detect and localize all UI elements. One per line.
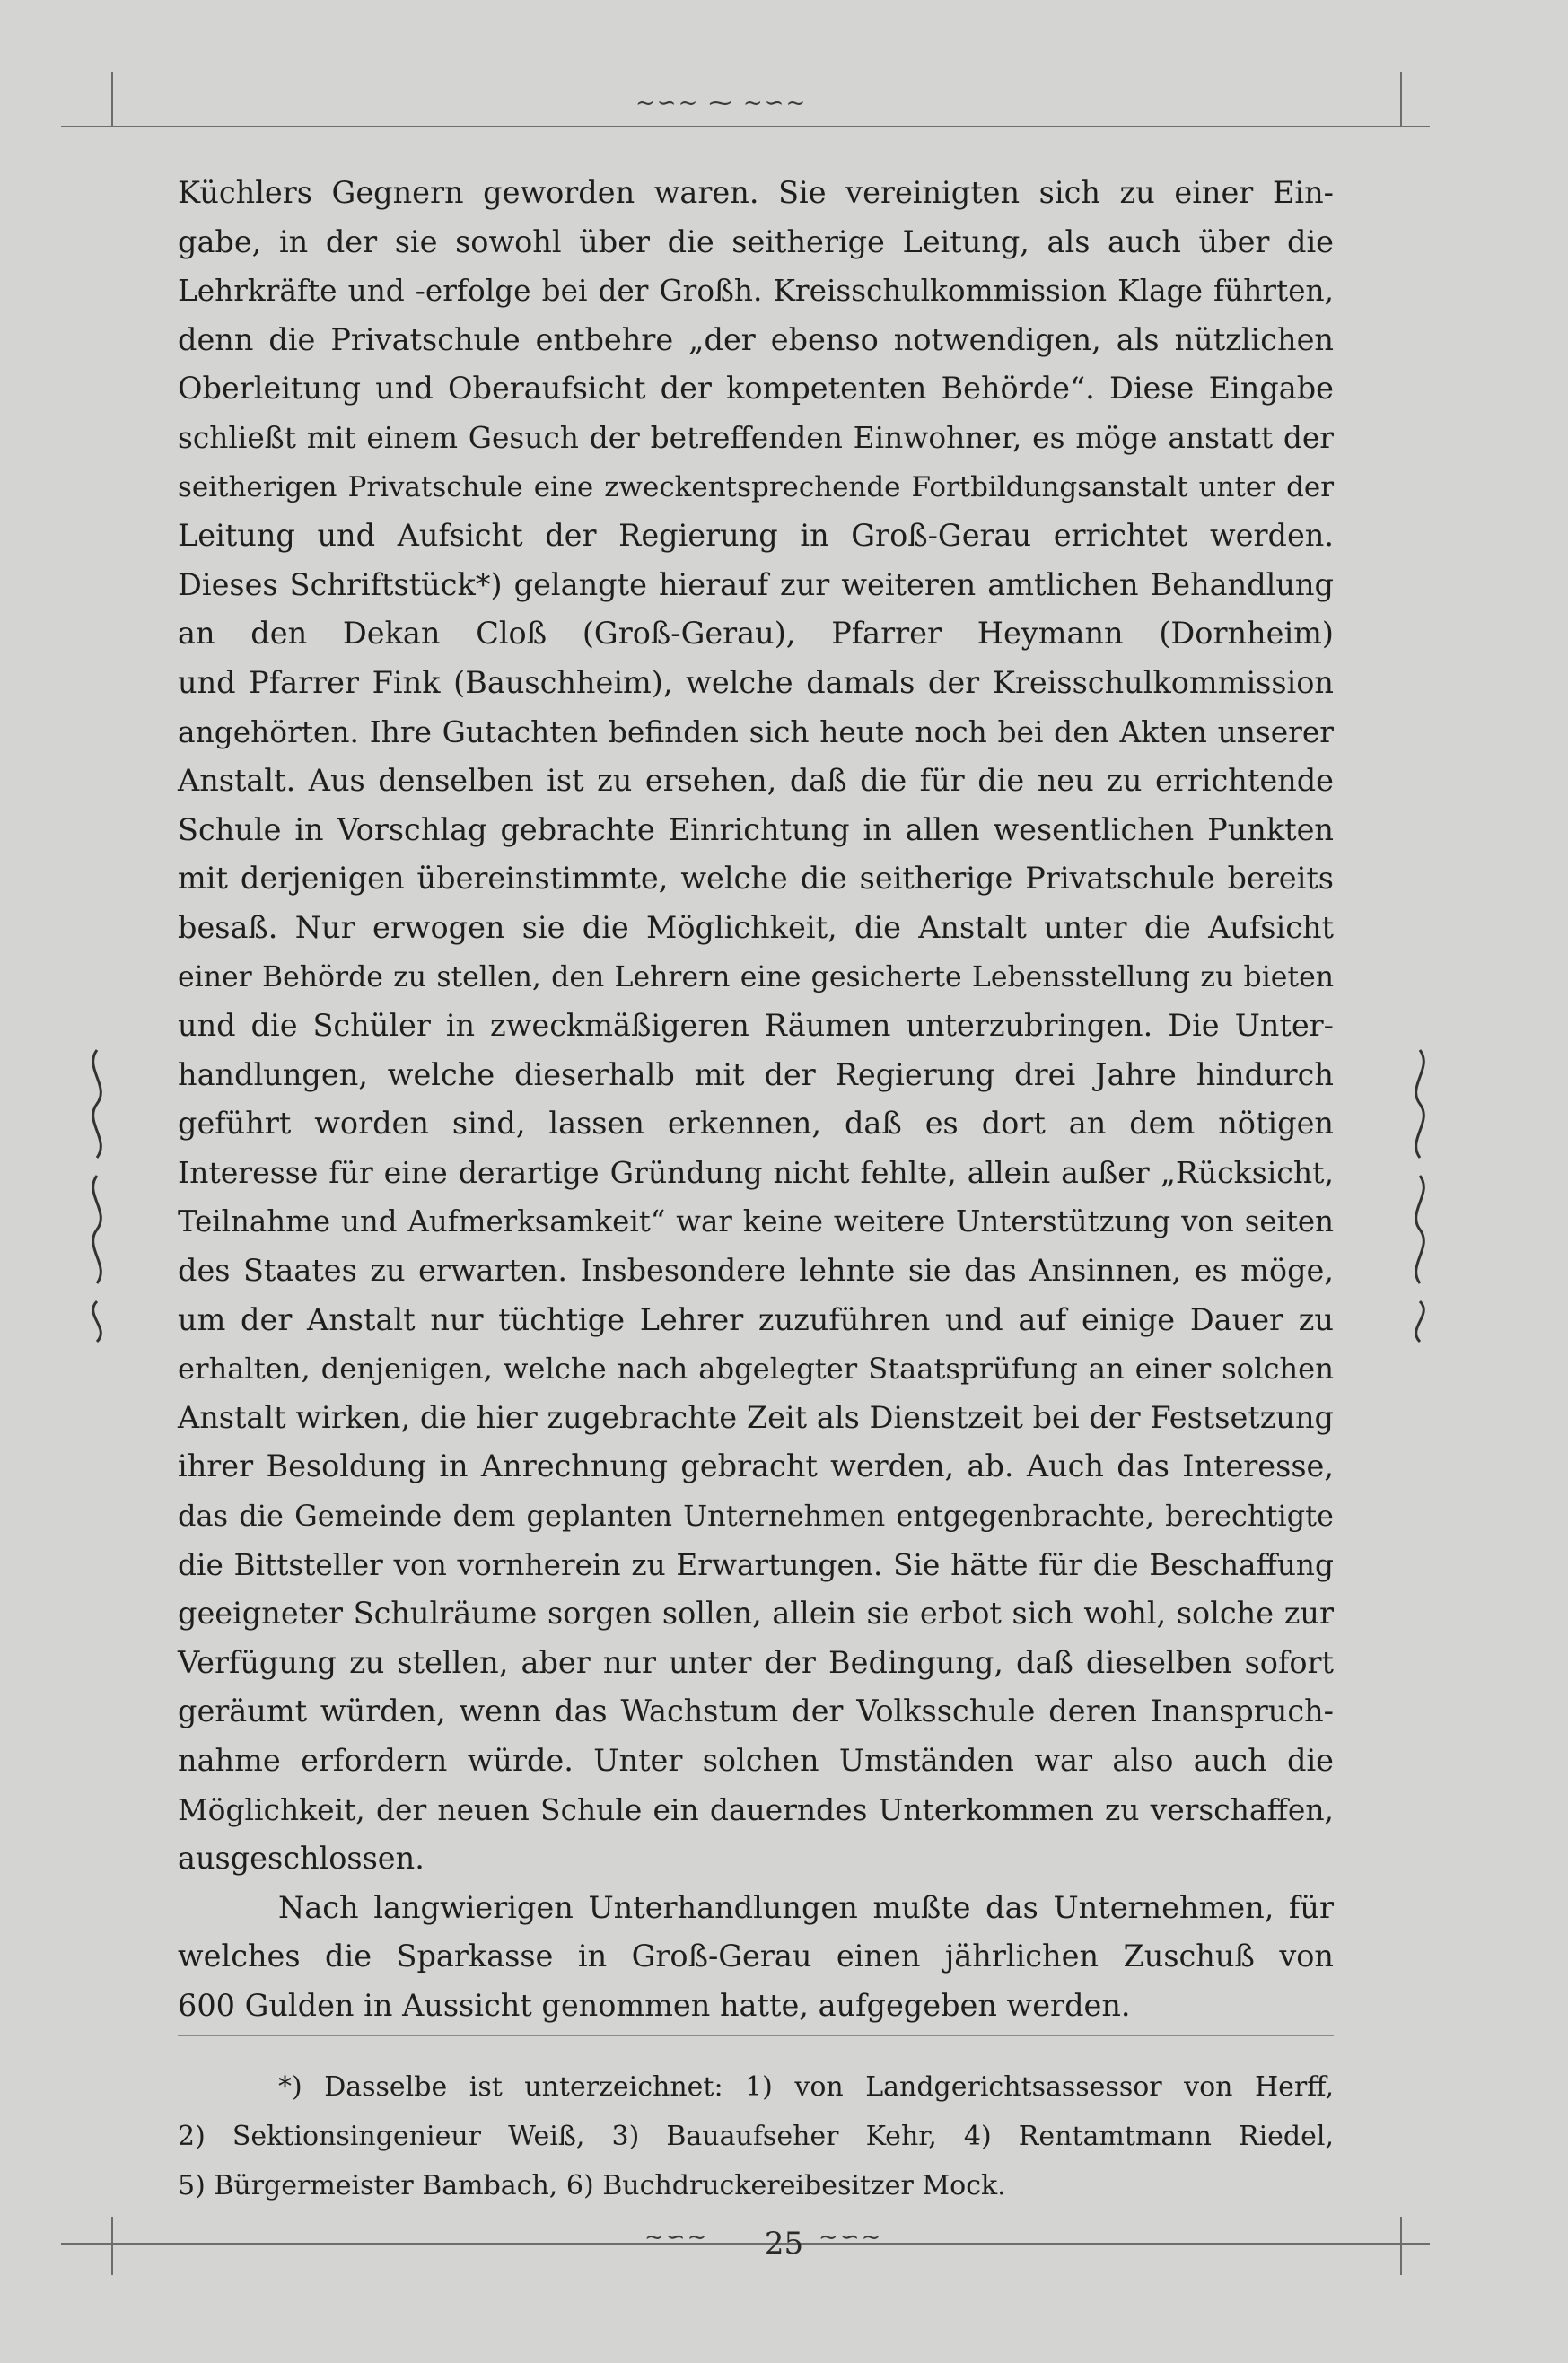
text-line: ihrer Besoldung in Anrechnung gebracht werden, ab. Auch das Interesse, — [178, 1448, 1334, 1484]
footnote-line: *) Dasselbe ist unterzeichnet: 1) von Landgerichtsassessor von Herff, — [278, 2071, 1334, 2103]
text-line: Anstalt. Aus denselben ist zu ersehen, daß die für die neu zu errichtende — [178, 763, 1334, 799]
text-line: das die Gemeinde dem geplanten Unternehmen entgegenbrachte, berechtigte — [178, 1499, 1334, 1534]
top-rule — [61, 126, 1430, 127]
text-line: Dieses Schriftstück*) gelangte hierauf zur weiteren amtlichen Behandlung — [178, 566, 1334, 602]
text-line: nahme erfordern würde. Unter solchen Umständen war also auch die — [178, 1743, 1334, 1778]
text-line: Oberleitung und Oberaufsicht der kompetenten Behörde“. Diese Eingabe — [178, 371, 1334, 407]
text-line: um der Anstalt nur tüchtige Lehrer zuzuführen und auf einige Dauer zu — [178, 1301, 1334, 1337]
text-line: handlungen, welche dieserhalb mit der Regierung drei Jahre hindurch — [178, 1056, 1334, 1092]
text-line: und Pfarrer Fink (Bauschheim), welche damals der Kreisschulkommission — [178, 664, 1334, 700]
text-line: Lehrkräfte und -erfolge bei der Großh. Kreisschulkommission Klage führten, — [178, 274, 1334, 309]
left-vertical-top-rule — [111, 72, 113, 126]
text-line: gabe, in der sie sowohl über die seitherige Leitung, als auch über die — [178, 223, 1334, 259]
right-vertical-top-rule — [1400, 72, 1402, 126]
text-line: geführt worden sind, lassen erkennen, daß es dort an dem nötigen — [178, 1106, 1334, 1142]
text-line: besaß. Nur erwogen sie die Möglichkeit, die Anstalt unter die Aufsicht — [178, 909, 1334, 945]
text-line: schließt mit einem Gesuch der betreffenden Einwohner, es möge anstatt der — [178, 420, 1334, 455]
footnote-block — [178, 2062, 1334, 2210]
right-side-ornament — [1402, 1041, 1438, 1346]
footnote-separator — [178, 2035, 1334, 2036]
paragraph-line: 600 Gulden in Aussicht genommen hatte, aufgegeben werden. — [178, 1987, 1131, 2023]
text-line: ausgeschlossen. — [178, 1841, 425, 1877]
text-line: mit derjenigen übereinstimmte, welche die seitherige Privatschule bereits — [178, 861, 1334, 897]
text-line: die Bittsteller von vornherein zu Erwartungen. Sie hätte für die Beschaffung — [178, 1547, 1334, 1582]
page-number: 25 — [764, 2226, 804, 2262]
text-line: geräumt würden, wenn das Wachstum der Volksschule deren Inanspruch- — [178, 1693, 1334, 1729]
text-line: Schule in Vorschlag gebrachte Einrichtung in allen wesentlichen Punkten — [178, 811, 1334, 847]
paragraph-line: welches die Sparkasse in Groß-Gerau einen jährlichen Zuschuß von — [178, 1939, 1334, 1974]
text-line: Küchlers Gegnern geworden waren. Sie vereinigten sich zu einer Ein- — [178, 175, 1334, 210]
text-line: Verfügung zu stellen, aber nur unter der Bedingung, daß dieselben sofort — [178, 1644, 1334, 1680]
text-line: Leitung und Aufsicht der Regierung in Groß-Gerau errichtet werden. — [178, 518, 1334, 554]
text-line: Möglichkeit, der neuen Schule ein dauerndes Unterkommen zu verschaffen, — [178, 1791, 1334, 1827]
top-ornament: ~∽~ ⁓ ~∽~ — [635, 90, 808, 117]
main-text-block — [178, 169, 1334, 2031]
text-line: erhalten, denjenigen, welche nach abgelegter Staatsprüfung an einer solchen — [178, 1352, 1334, 1387]
paragraph-line: Nach langwierigen Unterhandlungen mußte das Unternehmen, für — [278, 1889, 1334, 1925]
bottom-right-ornament: ~∽~ — [819, 2224, 883, 2251]
bottom-left-ornament: ~∽~ — [644, 2224, 709, 2251]
text-line: des Staates zu erwarten. Insbesondere lehnte sie das Ansinnen, es möge, — [178, 1253, 1334, 1289]
text-line: denn die Privatschule entbehre „der ebenso notwendigen, als nützlichen — [178, 321, 1334, 357]
text-line: Anstalt wirken, die hier zugebrachte Zeit als Dienstzeit bei der Festsetzung — [178, 1399, 1334, 1435]
text-line: einer Behörde zu stellen, den Lehrern eine gesicherte Lebensstellung zu bieten — [178, 960, 1334, 993]
text-line: und die Schüler in zweckmäßigeren Räumen unterzubringen. Die Unter- — [178, 1008, 1334, 1044]
text-line: seitherigen Privatschule eine zweckentsprechende Fortbildungsanstalt unter der — [178, 470, 1334, 503]
text-line: an den Dekan Cloß (Groß-Gerau), Pfarrer Heymann (Dornheim) — [178, 616, 1334, 652]
text-line: geeigneter Schulräume sorgen sollen, allein sie erbot sich wohl, solche zur — [178, 1596, 1334, 1632]
left-side-ornament — [79, 1041, 115, 1346]
footnote-line: 2) Sektionsingenieur Weiß, 3) Bauaufseher Kehr, 4) Rentamtmann Riedel, — [178, 2121, 1334, 2152]
text-line: Teilnahme und Aufmerksamkeit“ war keine weitere Unterstützung von seiten — [178, 1204, 1334, 1239]
footnote-line: 5) Bürgermeister Bambach, 6) Buchdruckereibesitzer Mock. — [178, 2170, 1006, 2201]
text-line: angehörten. Ihre Gutachten befinden sich heute noch bei den Akten unserer — [178, 714, 1334, 749]
text-line: Interesse für eine derartige Gründung nicht fehlte, allein außer „Rücksicht, — [178, 1154, 1334, 1190]
